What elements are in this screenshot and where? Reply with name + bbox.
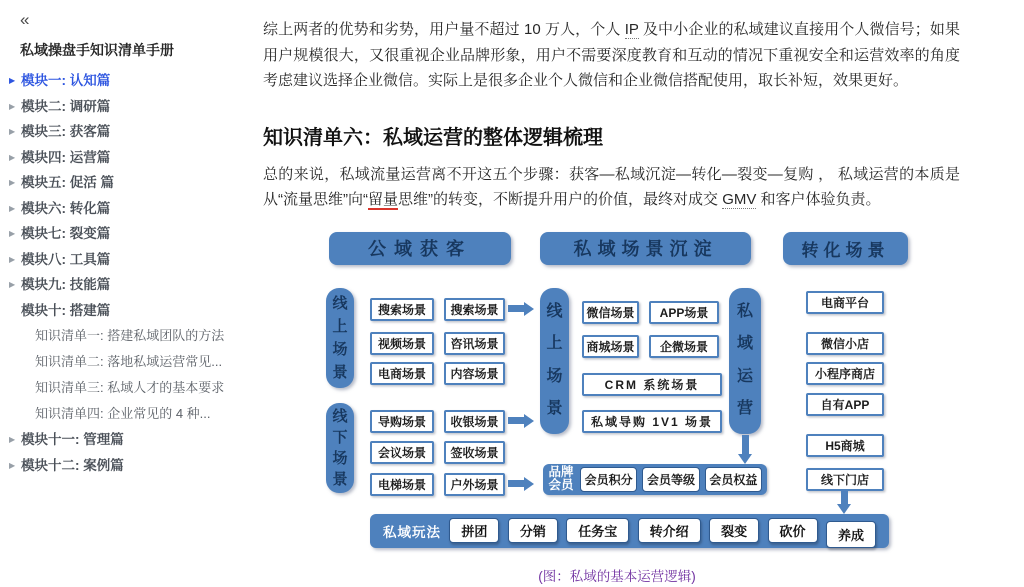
diagram-box-offline: 签收场景 (444, 441, 505, 464)
expand-arrow-icon[interactable]: ▶ (9, 254, 16, 264)
sidebar-item-label: 模块六: 转化篇 (21, 200, 111, 216)
sidebar-item-label: 模块三: 获客篇 (21, 124, 111, 139)
diagram-header-conversion-scene: 转化场景 (783, 232, 908, 265)
brand-member-box: 会员积分 (580, 467, 637, 492)
text-segment: IP (624, 21, 639, 38)
playbook-bar (370, 514, 889, 548)
main-content (263, 0, 960, 585)
sidebar-item-module-6[interactable] (8, 202, 258, 216)
diagram-box-conversion: 小程序商店 (806, 362, 884, 385)
diagram-box-conversion: 电商平台 (806, 291, 884, 314)
sidebar-item-module-5[interactable] (8, 176, 258, 190)
text-segment: 及中小企业的私域建议直接用个人微信号；如果用户规模很大，又很重视企业品牌形象，用户不需要深度教育和互动的情况下重视安全和运营效率的角度考虑建议选择企业微信。实际上是很多企业个人微信和企业微信搭配使用，取长补短，效果更好。 (263, 21, 960, 89)
arrow-right-icon (508, 477, 534, 491)
diagram-box-online: 搜索场景 (370, 298, 434, 321)
diagram-box-online: 内容场景 (444, 362, 505, 385)
page-title: 知识清单六：私域运营的整体逻辑梳理 (263, 126, 603, 149)
expand-arrow-icon[interactable]: ▶ (9, 229, 16, 238)
brand-member-label: 品牌会员 (548, 465, 574, 492)
diagram-box-online: 咨讯场景 (444, 332, 505, 355)
text-segment: 总的来说，私域流量运营离不开这五个步骤：获客—私域沉淀—转化—裂变—复购 ， 私域运营的本质是从“流量思维”向“ (263, 165, 960, 208)
text-segment: 综上两者的优势和劣势，用户量不超过 10 万人，个人 (263, 21, 625, 38)
text-segment: 和客户体验负责。 (756, 191, 881, 208)
diagram-box-conversion: 线下门店 (806, 468, 884, 491)
sidebar-item-label: 模块十二: 案例篇 (21, 457, 124, 473)
sidebar-item-label: 模块八: 工具篇 (21, 251, 111, 267)
paragraph-wechat-advice (263, 17, 960, 94)
sidebar-item-module-8[interactable] (8, 253, 258, 267)
diagram-box-private: 商城场景 (582, 335, 639, 358)
arrow-right-icon (508, 414, 534, 428)
expand-arrow-icon[interactable]: ▶ (9, 178, 16, 187)
expand-arrow-icon[interactable]: ▶ (9, 435, 16, 444)
playbook-box: 拼团 (449, 518, 499, 543)
diagram-header-private-scene: 私域场景沉淀 (540, 232, 751, 265)
brand-member-box: 会员等级 (642, 467, 699, 492)
sidebar-item-module-11[interactable] (8, 433, 258, 447)
sidebar-item-module-2[interactable] (8, 100, 258, 114)
sidebar-subitem[interactable]: 知识清单三: 私域人才的基本要求 (35, 380, 225, 395)
text-segment: 留量 (368, 191, 399, 208)
expand-arrow-icon[interactable]: ▶ (9, 152, 16, 162)
diagram-wrap (326, 231, 908, 585)
arrow-down-icon (738, 435, 752, 464)
sidebar-item-label: 模块七: 裂变篇 (21, 226, 111, 241)
pill-online-scene: 线 上 场 景 (326, 288, 354, 388)
sidebar-subitem[interactable]: 知识清单四: 企业常见的 4 种... (35, 406, 211, 421)
expand-arrow-icon[interactable]: ▶ (9, 280, 16, 289)
pill-private-operation: 私 域 运 营 (729, 288, 761, 434)
sidebar-item-module-7[interactable] (8, 227, 258, 241)
sidebar-item-module-10[interactable] (8, 304, 258, 318)
diagram-box-guide-1v1: 私域导购 1V1 场景 (582, 410, 722, 433)
arrow-down-icon (837, 491, 851, 514)
text-segment: GMV (722, 191, 757, 208)
arrow-right-icon (508, 302, 534, 316)
diagram-box-private: APP场景 (649, 301, 719, 324)
diagram-box-private: 企微场景 (649, 335, 719, 358)
expand-arrow-icon[interactable]: ▶ (9, 76, 16, 85)
brand-member-bar (543, 464, 767, 495)
diagram-box-online: 搜索场景 (444, 298, 505, 321)
diagram-box-conversion: 自有APP (806, 393, 884, 416)
text-segment: 思维”的转变，不断提升用户的价值，最终对成交 (398, 191, 723, 208)
playbook-box: 任务宝 (566, 518, 629, 543)
sidebar-item-label: 模块四: 运营篇 (21, 149, 111, 165)
sidebar-item-module-4[interactable] (8, 151, 258, 165)
sidebar-item-module-12[interactable] (8, 459, 258, 473)
pill-offline-scene: 线 下 场 景 (326, 403, 354, 493)
sidebar-item-label: 模块十一: 管理篇 (21, 432, 124, 447)
diagram-box-offline: 电梯场景 (370, 473, 434, 496)
sidebar-subitem[interactable]: 知识清单二: 落地私域运营常见... (35, 354, 223, 369)
playbook-box: 砍价 (768, 518, 818, 543)
diagram-box-online: 视频场景 (370, 332, 434, 355)
sidebar-item-label: 模块二: 调研篇 (21, 98, 111, 114)
sidebar-item-module-3[interactable] (8, 125, 258, 139)
expand-arrow-icon[interactable]: ▶ (9, 127, 16, 136)
sidebar-item-label: 模块五: 促活 篇 (21, 175, 114, 190)
brand-member-box: 会员权益 (705, 467, 762, 492)
playbook-bar-label: 私域玩法 (383, 524, 441, 540)
expand-arrow-icon[interactable]: ▶ (9, 101, 16, 111)
pill-middle-online-scene: 线 上 场 景 (540, 288, 569, 434)
sidebar-item-label: 模块十: 搭建篇 (21, 302, 111, 318)
playbook-box: 养成 (826, 521, 876, 548)
expand-arrow-icon[interactable]: ▶ (9, 203, 16, 213)
diagram-box-crm: CRM 系统场景 (582, 373, 722, 396)
sidebar-title: 私域操盘手知识清单手册 (20, 42, 174, 58)
sidebar-item-label: 模块一: 认知篇 (21, 73, 111, 88)
diagram-box-offline: 收银场景 (444, 410, 505, 433)
diagram-header-public-acquisition: 公域获客 (329, 232, 511, 265)
diagram-box-offline: 户外场景 (444, 473, 505, 496)
sidebar-item-module-1[interactable] (8, 74, 258, 88)
sidebar-item-label: 模块九: 技能篇 (21, 277, 111, 292)
diagram-box-offline: 会议场景 (370, 441, 434, 464)
diagram-box-conversion: 微信小店 (806, 332, 884, 355)
sidebar (0, 0, 258, 484)
playbook-box: 裂变 (709, 518, 759, 543)
paragraph-private-domain-logic (263, 162, 960, 213)
diagram-box-offline: 导购场景 (370, 410, 434, 433)
playbook-box: 转介绍 (638, 518, 701, 543)
diagram-box-conversion: H5商城 (806, 434, 884, 457)
sidebar-item-module-9[interactable] (8, 278, 258, 292)
diagram-box-online: 电商场景 (370, 362, 434, 385)
expand-arrow-icon[interactable]: ▶ (9, 460, 16, 470)
sidebar-subitem[interactable]: 知识清单一: 搭建私域团队的方法 (35, 328, 225, 343)
playbook-box: 分销 (508, 518, 558, 543)
private-domain-logic-diagram (326, 231, 908, 548)
sidebar-modules (8, 74, 258, 473)
diagram-box-private: 微信场景 (582, 301, 639, 324)
collapse-sidebar-icon[interactable]: « (20, 10, 30, 29)
figure-caption: (图：私域的基本运营逻辑) (538, 568, 696, 584)
